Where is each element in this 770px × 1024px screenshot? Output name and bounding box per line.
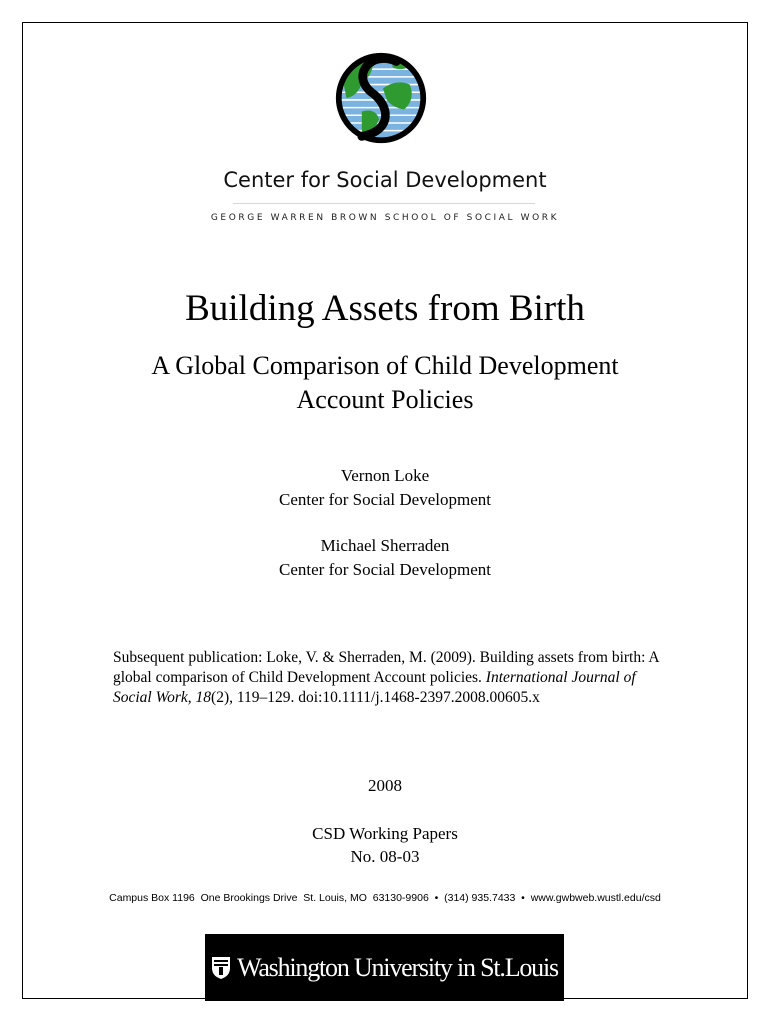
university-shield-icon (211, 956, 231, 980)
author-name: Michael Sherraden (320, 536, 450, 555)
author-2 (0, 534, 770, 582)
subtitle-line-1: A Global Comparison of Child Development (151, 351, 619, 380)
university-name: Washington University in St.Louis (237, 952, 558, 982)
paper-title: Building Assets from Birth (185, 288, 585, 329)
publication-details: (2), 119–129. doi:10.1111/j.1468-2397.2008.00605.x (211, 689, 540, 706)
header-divider (233, 203, 535, 204)
subtitle-line-2: Account Policies (296, 385, 474, 414)
globe-s-logo-icon (333, 50, 429, 146)
author-affiliation: Center for Social Development (279, 560, 491, 579)
publication-journal: International Journal of Social Work, 18 (113, 669, 636, 706)
school-name: GEORGE WARREN BROWN SCHOOL OF SOCIAL WORK (210, 213, 560, 223)
contact-address: Campus Box 1196 One Brookings Drive St. Louis, MO 63130-9906 • (314) 935.7433 • www.gwbweb.wustl.edu/csd (109, 892, 661, 904)
publication-year: 2008 (368, 776, 402, 795)
organization-name: Center for Social Development (223, 168, 547, 192)
publication-note-lead: Subsequent publication: Loke, V. & Sherraden, M. (2009). Building assets from birth: A global comparison of Child Development Account policies. (113, 649, 659, 686)
university-logo-bar (205, 934, 564, 1001)
publication-note (113, 648, 673, 708)
series-name: CSD Working Papers (312, 824, 458, 843)
working-paper-series (0, 822, 770, 868)
author-name: Vernon Loke (340, 466, 430, 485)
series-number: No. 08-03 (350, 847, 420, 866)
author-affiliation: Center for Social Development (279, 490, 491, 509)
author-1 (0, 464, 770, 512)
paper-subtitle (0, 349, 770, 417)
